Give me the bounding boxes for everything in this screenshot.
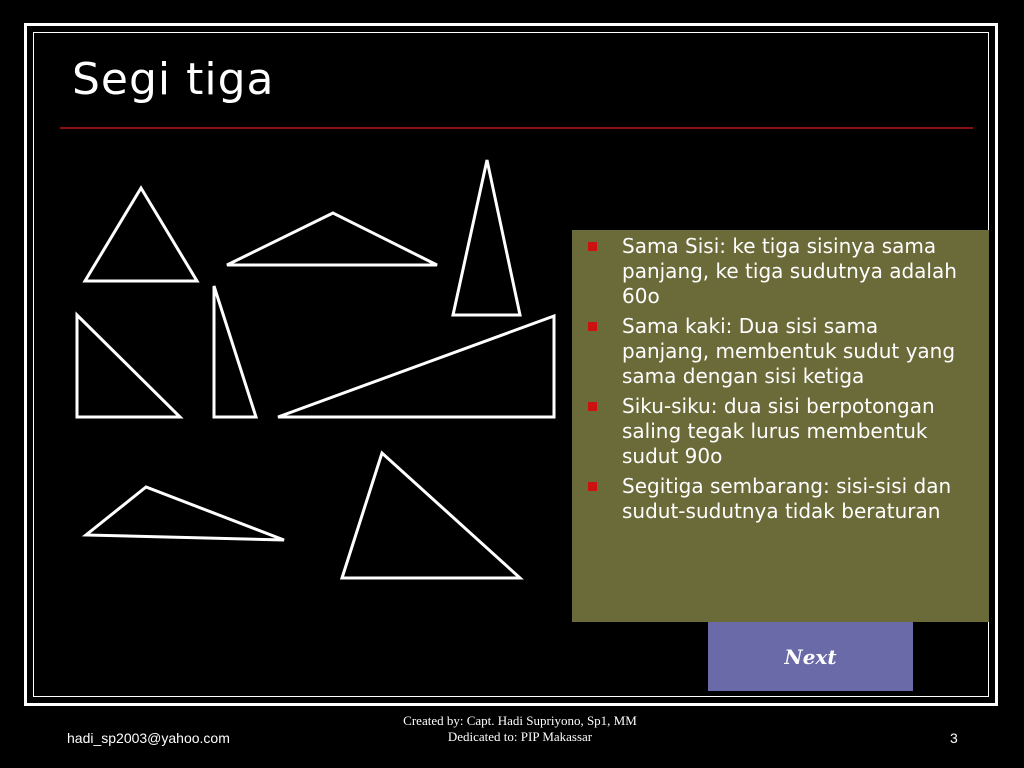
square-bullet-icon [588,242,597,251]
scalene-triangle [342,453,520,578]
next-button[interactable]: Next [708,622,913,691]
square-bullet-icon [588,482,597,491]
square-bullet-icon [588,322,597,331]
triangle-types-list [584,234,969,524]
page-number: 3 [950,730,958,746]
list-item [584,394,969,469]
square-bullet-icon [588,402,597,411]
list-item [584,234,969,309]
triangle-types-panel [572,230,989,622]
footer-email: hadi_sp2003@yahoo.com [67,730,230,746]
equilateral-triangle [85,188,197,281]
footer-credit-line: Created by: Capt. Hadi Supriyono, Sp1, MM [403,713,637,728]
isosceles-obtuse-triangle [227,213,437,265]
slide-title: Segi tiga [72,54,275,105]
list-item [584,474,969,524]
right-triangle-left [77,315,180,417]
tall-isosceles-triangle [453,160,520,315]
list-item-text: Siku-siku: dua sisi berpotongan saling tegak lurus membentuk sudut 90o [622,394,935,468]
long-right-triangle [278,316,554,417]
footer-dedication-line: Dedicated to: PIP Makassar [447,729,593,744]
list-item-text: Sama kaki: Dua sisi sama panjang, membentuk sudut yang sama dengan sisi ketiga [622,314,956,388]
list-item-text: Segitiga sembarang: sisi-sisi dan sudut-sudutnya tidak beraturan [622,474,952,523]
scalene-obtuse-triangle [86,487,284,540]
list-item-text: Sama Sisi: ke tiga sisinya sama panjang, ke tiga sudutnya adalah 60o [622,234,957,308]
footer-credits [360,713,680,745]
list-item [584,314,969,389]
thin-right-triangle [214,286,256,417]
